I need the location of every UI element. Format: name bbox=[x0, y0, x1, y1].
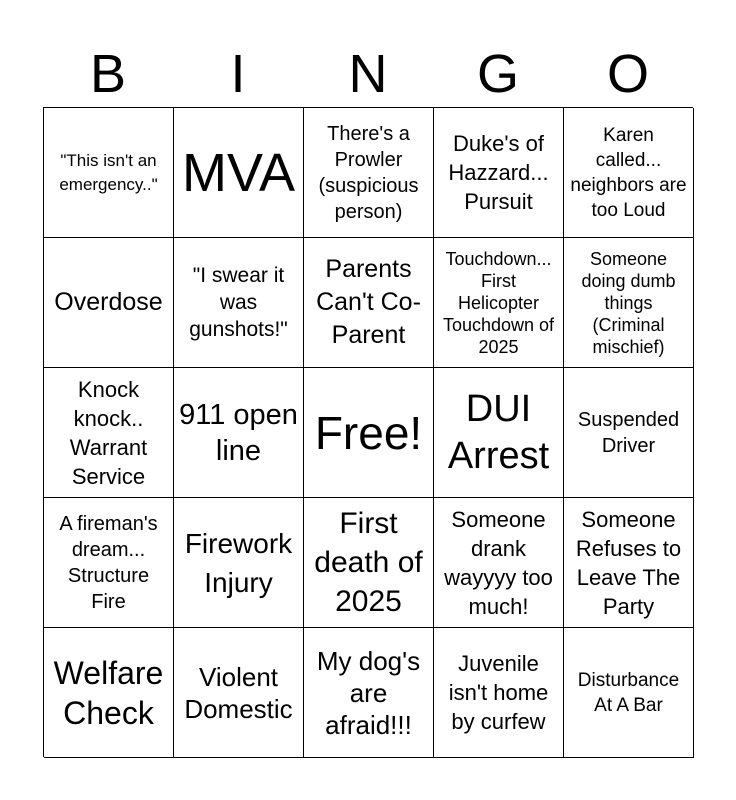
cell-text: Karen called... neighbors are too Loud bbox=[570, 124, 687, 221]
cell-text: Suspended Driver bbox=[577, 408, 680, 457]
bingo-cell[interactable] bbox=[304, 368, 434, 498]
bingo-cell[interactable] bbox=[44, 368, 174, 498]
header-letter-i: I bbox=[230, 44, 246, 104]
bingo-cell[interactable] bbox=[44, 628, 174, 758]
cell-text: "I swear it was gunshots!" bbox=[189, 264, 288, 341]
bingo-cell[interactable] bbox=[304, 108, 434, 238]
header-letter-n: N bbox=[348, 44, 388, 104]
bingo-cell[interactable] bbox=[434, 498, 564, 628]
bingo-cell[interactable] bbox=[434, 368, 564, 498]
bingo-cell[interactable] bbox=[174, 628, 304, 758]
cell-text: Juvenile isn't home by curfew bbox=[448, 651, 549, 734]
cell-text: Parents Can't Co-Parent bbox=[316, 255, 421, 349]
cell-text: First death of 2025 bbox=[314, 507, 423, 618]
bingo-cell[interactable] bbox=[174, 108, 304, 238]
cell-text: Disturbance At A Bar bbox=[577, 669, 680, 716]
cell-text: Violent Domestic bbox=[184, 661, 293, 724]
cell-text: Welfare Check bbox=[53, 654, 164, 731]
cell-text: 911 open line bbox=[179, 398, 298, 467]
bingo-cell[interactable] bbox=[44, 498, 174, 628]
cell-text: Someone doing dumb things (Criminal mischief) bbox=[581, 248, 676, 357]
cell-text: DUI Arrest bbox=[447, 387, 550, 477]
cell-text: MVA bbox=[181, 142, 295, 203]
bingo-board bbox=[43, 107, 693, 757]
bingo-cell[interactable] bbox=[434, 238, 564, 368]
cell-text: Free! bbox=[314, 406, 423, 459]
bingo-cell[interactable] bbox=[174, 498, 304, 628]
header-letter-b: B bbox=[89, 44, 127, 104]
header-letter-g: G bbox=[476, 44, 519, 104]
cell-text: My dog's are afraid!!! bbox=[316, 645, 421, 740]
cell-text: A fireman's dream... Structure Fire bbox=[59, 512, 158, 613]
bingo-header bbox=[43, 40, 693, 108]
cell-text: Firework Injury bbox=[184, 527, 293, 598]
cell-text: Someone drank wayyyy too much! bbox=[444, 506, 553, 619]
bingo-cell[interactable] bbox=[174, 368, 304, 498]
cell-text: "This isn't an emergency.." bbox=[59, 150, 158, 194]
bingo-cell[interactable] bbox=[44, 238, 174, 368]
bingo-cell[interactable] bbox=[564, 108, 694, 238]
cell-text: Duke's of Hazzard... Pursuit bbox=[448, 131, 549, 214]
bingo-cell[interactable] bbox=[434, 108, 564, 238]
cell-text: There's a Prowler (suspicious person) bbox=[318, 122, 419, 223]
bingo-cell[interactable] bbox=[564, 498, 694, 628]
cell-text: Overdose bbox=[54, 288, 163, 316]
bingo-cell[interactable] bbox=[304, 238, 434, 368]
bingo-cell[interactable] bbox=[304, 628, 434, 758]
bingo-cell[interactable] bbox=[434, 628, 564, 758]
bingo-cell[interactable] bbox=[564, 628, 694, 758]
cell-text: Touchdown... First Helicopter Touchdown of 2025 bbox=[442, 248, 555, 357]
bingo-cell[interactable] bbox=[304, 498, 434, 628]
cell-text: Someone Refuses to Leave The Party bbox=[575, 506, 682, 619]
cell-text: Knock knock.. Warrant Service bbox=[69, 376, 148, 489]
header-letter-o: O bbox=[606, 44, 649, 104]
bingo-cell[interactable] bbox=[44, 108, 174, 238]
bingo-cell[interactable] bbox=[564, 368, 694, 498]
bingo-cell[interactable] bbox=[564, 238, 694, 368]
bingo-cell[interactable] bbox=[174, 238, 304, 368]
